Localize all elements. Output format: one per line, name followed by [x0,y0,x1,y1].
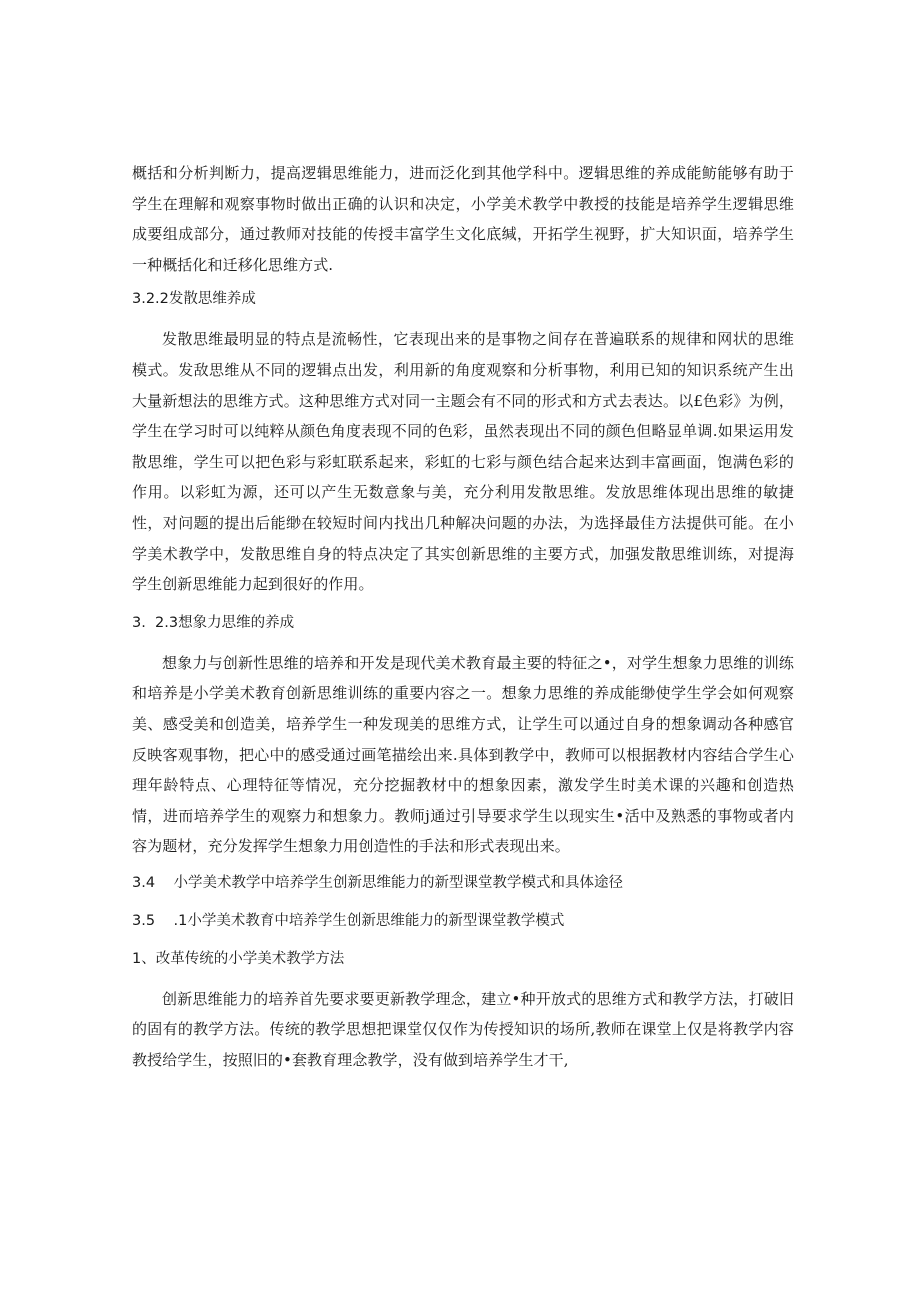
paragraph-divergent-thinking: 发散思维最明显的特点是流畅性，它表现出来的是事物之间存在普遍联系的规律和网状的思维模式。发敌思维从不同的逻辑点出发，利用新的角度观察和分析事物，利用已知的知识系统产生出大量新想法的思维方式。这种思维方式对同一主题会有不同的形式和方式去表达。以£色彩》为例，学生在学习时可以纯粹从颜色角度表现不同的色彩，虽然表现出不同的颜色但略显单调.如果运用发散思维，学生可以把色彩与彩虹联系起来，彩虹的七彩与颜色结合起来达到丰富画面，饱满色彩的作用。以彩虹为源，还可以产生无数意象与美，充分利用发散思维。发放思维体现出思维的敏捷性，对问题的提出后能缈在较短时间内找出几种解决问题的办法，为选择最佳方法提供可能。在小学美术教学中，发散思维自身的特点决定了其实创新思维的主要方式，加强发散思维训练，对提海学生创新思维能力起到很好的作用。 [132,330,794,594]
paragraph-reform-teaching: 创新思维能力的培养首先要求要更新教学理念，建立•种开放式的思维方式和教学方法，打破旧的固有的教学方法。传统的教学思想把课堂仅仅作为传授知识的场所,教师在课堂上仅是将教学内容教授给学生，按照旧的•套教育理念教学，没有做到培养学生才干, [132,989,794,1070]
paragraph-logic-thinking: 概括和分析判断力，提高逻辑思维能力，进而泛化到其他学科中。逻辑思维的养成能鲂能够有助于学生在理解和观察事物时做出正确的认识和决定，小学美术教学中教授的技能是培养学生逻辑思维成要组成部分，通过教师对技能的传授丰富学生文化底缄，开拓学生视野，扩大知识面，培养学生一种概括化和迁移化思维方式. [132,164,794,274]
paragraph-imagination-thinking: 想象力与创新性思维的培养和开发是现代美术教育最主要的特征之•，对学生想象力思维的训练和培养是小学美术教育创新思维训练的重要内容之一。想象力思维的养成能缈使学生学会如何观察美、感受美和创造美，培养学生一种发现美的思维方式，让学生可以通过自身的想象调动各种感官反映客观事物，把心中的感受通过画笔描绘出来.具体到教学中，教师可以根据教材内容结合学生心理年龄特点、心理特征等情况，充分挖掘教材中的想象因素，激发学生时美术课的兴趣和创造热情，进而培养学生的观察力和想象力。教师j通过引导要求学生以现实生•活中及熟悉的事物或者内容为题材，充分发挥学生想象力用创造性的手法和形式表现出来。 [132,653,794,856]
section-heading-3-4: 3.4 小学美术教学中培养学生创新思维能力的新型课堂教学模式和具体途径 [132,874,623,891]
document-page [132,158,794,1076]
section-heading-3-5: 3.5 .1小学美术教育中培养学生创新思维能力的新型课堂教学模式 [132,912,565,929]
subsection-heading-1: 1、改革传统的小学美术教学方法 [132,950,345,967]
section-heading-3-2-2: 3.2.2发散思维养成 [132,291,256,308]
section-heading-3-2-3: 3. 2.3想象力思维的养成 [132,614,295,631]
